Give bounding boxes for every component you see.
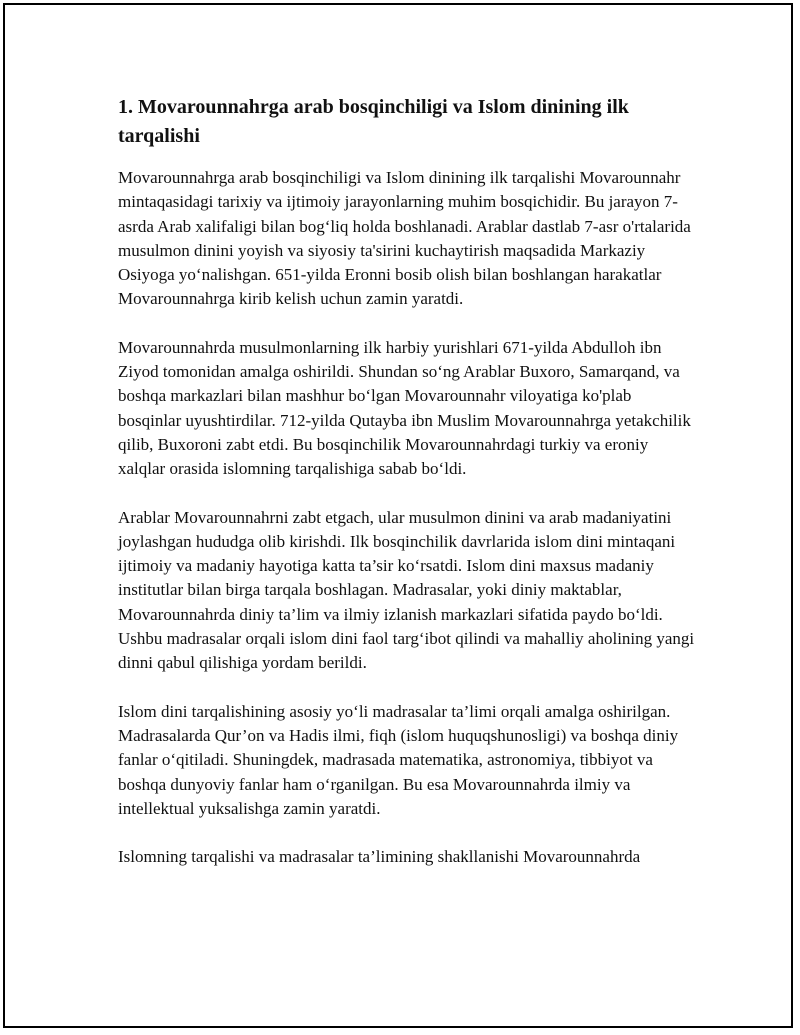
paragraph-1: Movarounnahrga arab bosqinchiligi va Islom dinining ilk tarqalishi Movarounnahr mintaqasidagi tarixiy va ijtimoiy jarayonlarning muhim bosqichidir. Bu jarayon 7-asrda Arab xalifaligi bilan bog‘liq holda boshlanadi. Arablar dastlab 7-asr o'rtalarida musulmon dinini yoyish va siyosiy ta'sirini kuchaytirish maqsadida Markaziy Osiyoga yo‘nalishgan. 651-yilda Eronni bosib olish bilan boshlangan harakatlar Movarounnahrga kirib kelish uchun zamin yaratdi. <box>118 168 691 309</box>
paragraph-2: Movarounnahrda musulmonlarning ilk harbiy yurishlari 671-yilda Abdulloh ibn Ziyod tomonidan amalga oshirildi. Shundan so‘ng Arablar Buxoro, Samarqand, va boshqa markazlari bilan mashhur bo‘lgan Movarounnahr viloyatiga ko'plab bosqinlar uyushtirdilar. 712-yilda Qutayba ibn Muslim Movarounnahrga yetakchilik qilib, Buxoroni zabt etdi. Bu bosqinchilik Movarounnahrdagi turkiy va eroniy xalqlar orasida islomning tarqalishiga sabab bo‘ldi. <box>118 337 691 479</box>
paragraph-5: Islomning tarqalishi va madrasalar ta’limining shakllanishi Movarounnahrda <box>118 847 641 867</box>
document-body <box>118 93 698 893</box>
section-heading: 1. Movarounnahrga arab bosqinchiligi va Islom dinining ilk tarqalishi <box>118 96 629 147</box>
paragraph-3: Arablar Movarounnahrni zabt etgach, ular musulmon dinini va arab madaniyatini joylashgan hududga olib kirishdi. Ilk bosqinchilik davrlarida islom dini mintaqani ijtimoiy va madaniy hayotiga katta ta’sir ko‘rsatdi. Islom dini maxsus madaniy institutlar bilan birga tarqala boshlagan. Madrasalar, yoki diniy maktablar, Movarounnahrda diniy ta’lim va ilmiy izlanish markazlari sifatida paydo bo‘ldi. Ushbu madrasalar orqali islom dini faol targ‘ibot qilindi va mahalliy aholining yangi dinni qabul qilishiga yordam berildi. <box>118 507 695 673</box>
paragraph-4: Islom dini tarqalishining asosiy yo‘li madrasalar ta’limi orqali amalga oshirilgan. Madrasalarda Qur’on va Hadis ilmi, fiqh (islom huquqshunosligi) va boshqa diniy fanlar o‘qitiladi. Shuningdek, madrasada matematika, astronomiya, tibbiyot va boshqa dunyoviy fanlar ham o‘rganilgan. Bu esa Movarounnahrda ilmiy va intellektual yuksalishga zamin yaratdi. <box>118 701 679 818</box>
